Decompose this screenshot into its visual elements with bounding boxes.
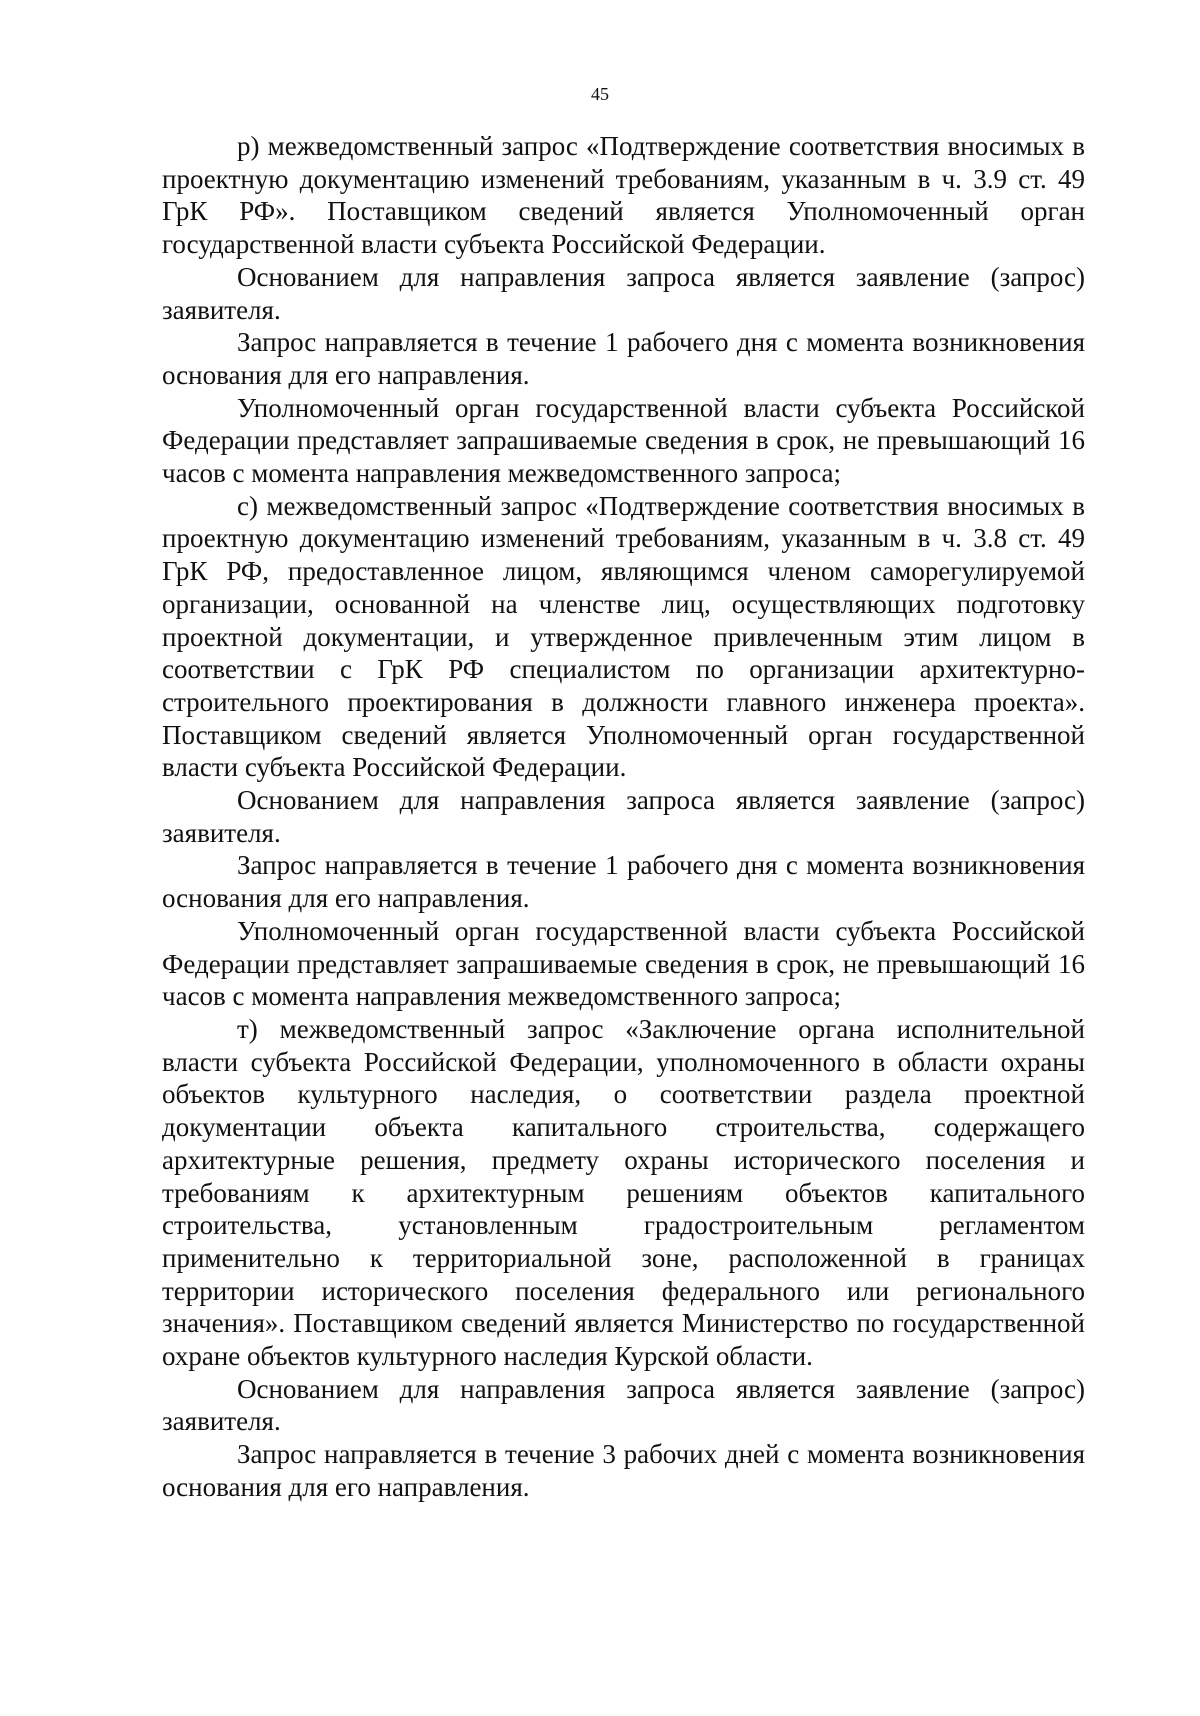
paragraph-deadline: Запрос направляется в течение 3 рабочих дней с момента возникновения основания для его направления.	[162, 1439, 1085, 1502]
paragraph-item-t: т) межведомственный запрос «Заключение органа исполнительной власти субъекта Российской Федерации, уполномоченного в области охраны объектов культурного наследия, о соответствии раздела проектной документации объекта капитального строительства, содержащего архитектурные решения, предмету охраны исторического поселения и требованиям к архитектурным решениям объектов капитального строительства, установленным градостроительным регламентом применительно к территориальной зоне, расположенной в границах территории исторического поселения федерального или регионального значения». Поставщиком сведений является Министерство по государственной охране объектов культурного наследия Курской области.	[162, 1013, 1085, 1372]
paragraph-basis: Основанием для направления запроса является заявление (запрос) заявителя.	[162, 1373, 1085, 1437]
paragraph-deadline: Запрос направляется в течение 1 рабочего дня с момента возникновения основания для его направления.	[162, 327, 1085, 390]
document-body	[162, 130, 1085, 1504]
paragraph-deadline: Запрос направляется в течение 1 рабочего дня с момента возникновения основания для его направления.	[162, 850, 1085, 914]
paragraph-response-term: Уполномоченный орган государственной власти субъекта Российской Федерации представляет запрашиваемые сведения в срок, не превышающий 16 часов с момента направления межведомственного запроса;	[162, 392, 1085, 489]
page-number: 45	[591, 84, 609, 104]
paragraph-response-term: Уполномоченный орган государственной власти субъекта Российской Федерации представляет запрашиваемые сведения в срок, не превышающий 16 часов с момента направления межведомственного запроса;	[162, 915, 1085, 1012]
paragraph-item-r: р) межведомственный запрос «Подтверждение соответствия вносимых в проектную документацию изменений требованиям, указанным в ч. 3.9 ст. 49 ГрК РФ». Поставщиком сведений является Уполномоченный орган государственной власти субъекта Российской Федерации.	[162, 131, 1085, 260]
paragraph-basis: Основанием для направления запроса является заявление (запрос) заявителя.	[162, 785, 1085, 848]
paragraph-item-s: с) межведомственный запрос «Подтверждение соответствия вносимых в проектную документацию изменений требованиям, указанным в ч. 3.8 ст. 49 ГрК РФ, предоставленное лицом, являющимся членом саморегулируемой организации, основанной на членстве лиц, осуществляющих подготовку проектной документации, и утвержденное привлеченным этим лицом в соответствии с ГрК РФ специалистом по организации архитектурно-строительного проектирования в должности главного инженера проекта». Поставщиком сведений является Уполномоченный орган государственной власти субъекта Российской Федерации.	[162, 490, 1085, 783]
paragraph-basis: Основанием для направления запроса является заявление (запрос) заявителя.	[162, 261, 1085, 325]
